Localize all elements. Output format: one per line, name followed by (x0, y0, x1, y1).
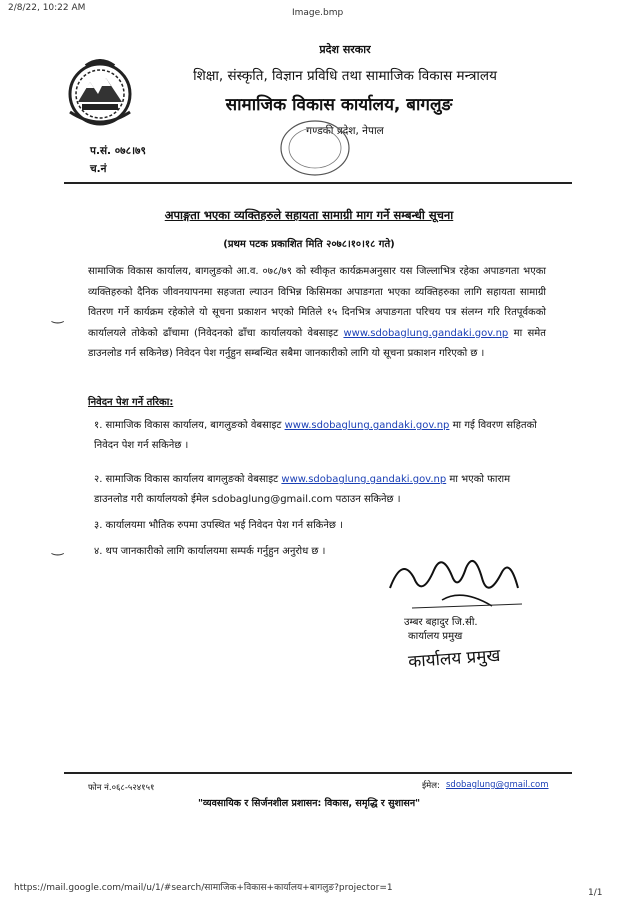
signer-name: उम्बर बहादुर जि.सी. (404, 617, 478, 628)
notice-body-text-end: मा समेत डाउनलोड गर्न सकिनेछ) निवेदन पेश गर्नुहुन सम्बन्धित सबैमा जानकारीको लागि यो सूचना प्रकाशन गरिएको छ । (88, 327, 546, 359)
item-2-website-link[interactable]: www.sdobaglung.gandaki.gov.np (281, 474, 447, 485)
position-stamp: कार्यालय प्रमुख (407, 645, 501, 673)
letterhead-divider (64, 182, 572, 184)
print-file-name: Image.bmp (292, 8, 344, 18)
letterhead-line-province: गण्डकी प्रदेश, नेपाल (306, 125, 384, 137)
footer-motto: "व्यवसायिक र सिर्जनशील प्रशासन: विकास, समृद्धि र सुशासन" (197, 798, 421, 809)
item-2-text-end: मा भएको फाराम डाउनलोड गरी कार्यालयको ईमेल sdobaglung@gmail.com पठाउन सकिनेछ । (94, 474, 511, 505)
letterhead-line-ministry: शिक्षा, संस्कृति, विज्ञान प्रविधि तथा सामाजिक विकास मन्त्रालय (193, 68, 497, 84)
notice-body-text-start: सामाजिक विकास कार्यालय, बागलुङको आ.व. ०७८/७९ को स्वीकृत कार्यक्रमअनुसार यस जिल्लाभित्र रहेका अपाङगता भएका व्यक्तिहरुको दैनिक जीवनयापनमा सहजता ल्याउन विभिन्न किसिमका अपाङगता भएका व्यक्तिहरुका लागि सहायता सामाग्री वितरण गर्ने कार्यक्रम रहेकोले यो सूचना प्रकाशन भएको मितिले १५ दिनभित्र अपाङगता परिचय पत्र संलग्न गरि रितपूर्वकको कार्यालयले तोकेको ढाँचामा (निवेदनको ढाँचा कार्यालयको वेबसाइट (88, 266, 546, 339)
signer-position: कार्यालय प्रमुख (408, 631, 463, 642)
notice-subtitle: (प्रथम पटक प्रकाशित मिति २०७८।१०।१८ गते) (223, 239, 395, 250)
office-round-stamp (278, 118, 352, 178)
office-website-link[interactable]: www.sdobaglung.gandaki.gov.np (343, 327, 509, 339)
letterhead-line-government: प्रदेश सरकार (319, 43, 371, 56)
footer-phone: फोन नं.०६८-५२४१५१ (88, 783, 155, 793)
footer-email-label: ईमेल: (422, 781, 440, 791)
application-method-item-2 (94, 470, 546, 510)
print-url: https://mail.google.com/mail/u/1/#search/सामाजिक+विकास+कार्यालय+बागलुङ?projector=1 (14, 883, 393, 893)
handwritten-signature (382, 548, 532, 618)
print-timestamp: 2/8/22, 10:22 AM (8, 3, 86, 13)
margin-mark: ‿ (52, 540, 64, 556)
item-2-text-start: २. सामाजिक विकास कार्यालय बागलुङको वेबसाइट (94, 474, 282, 485)
application-method-item-1 (94, 416, 546, 456)
application-method-item-3: ३. कार्यालयमा भौतिक रुपमा उपस्थित भई निवेदन पेश गर्न सकिनेछ । (94, 520, 343, 531)
footer-email-link[interactable]: sdobaglung@gmail.com (446, 780, 549, 790)
letterhead-line-office: सामाजिक विकास कार्यालय, बागलुङ (225, 95, 453, 115)
dispatch-number: च.नं (90, 163, 107, 175)
footer-divider (64, 772, 572, 774)
application-method-item-4: ४. थप जानकारीको लागि कार्यालयमा सम्पर्क गर्नुहुन अनुरोध छ । (94, 546, 326, 557)
notice-title: अपाङ्गता भएका व्यक्तिहरुले सहायता सामाग्री माग गर्ने सम्बन्धी सूचना (164, 208, 454, 222)
notice-body (88, 262, 546, 365)
item-1-website-link[interactable]: www.sdobaglung.gandaki.gov.np (284, 420, 450, 431)
print-page-number: 1/1 (588, 888, 603, 898)
reference-number: प.सं. ०७८।७९ (90, 145, 146, 157)
margin-mark: ‿ (52, 308, 64, 324)
item-1-text-end: मा गई विवरण सहितको निवेदन पेश गर्न सकिनेछ । (94, 420, 537, 451)
item-1-text-start: १. सामाजिक विकास कार्यालय, बागलुङको वेबसाइट (94, 420, 285, 431)
application-method-heading: निवेदन पेश गर्ने तरिका: (88, 397, 174, 408)
